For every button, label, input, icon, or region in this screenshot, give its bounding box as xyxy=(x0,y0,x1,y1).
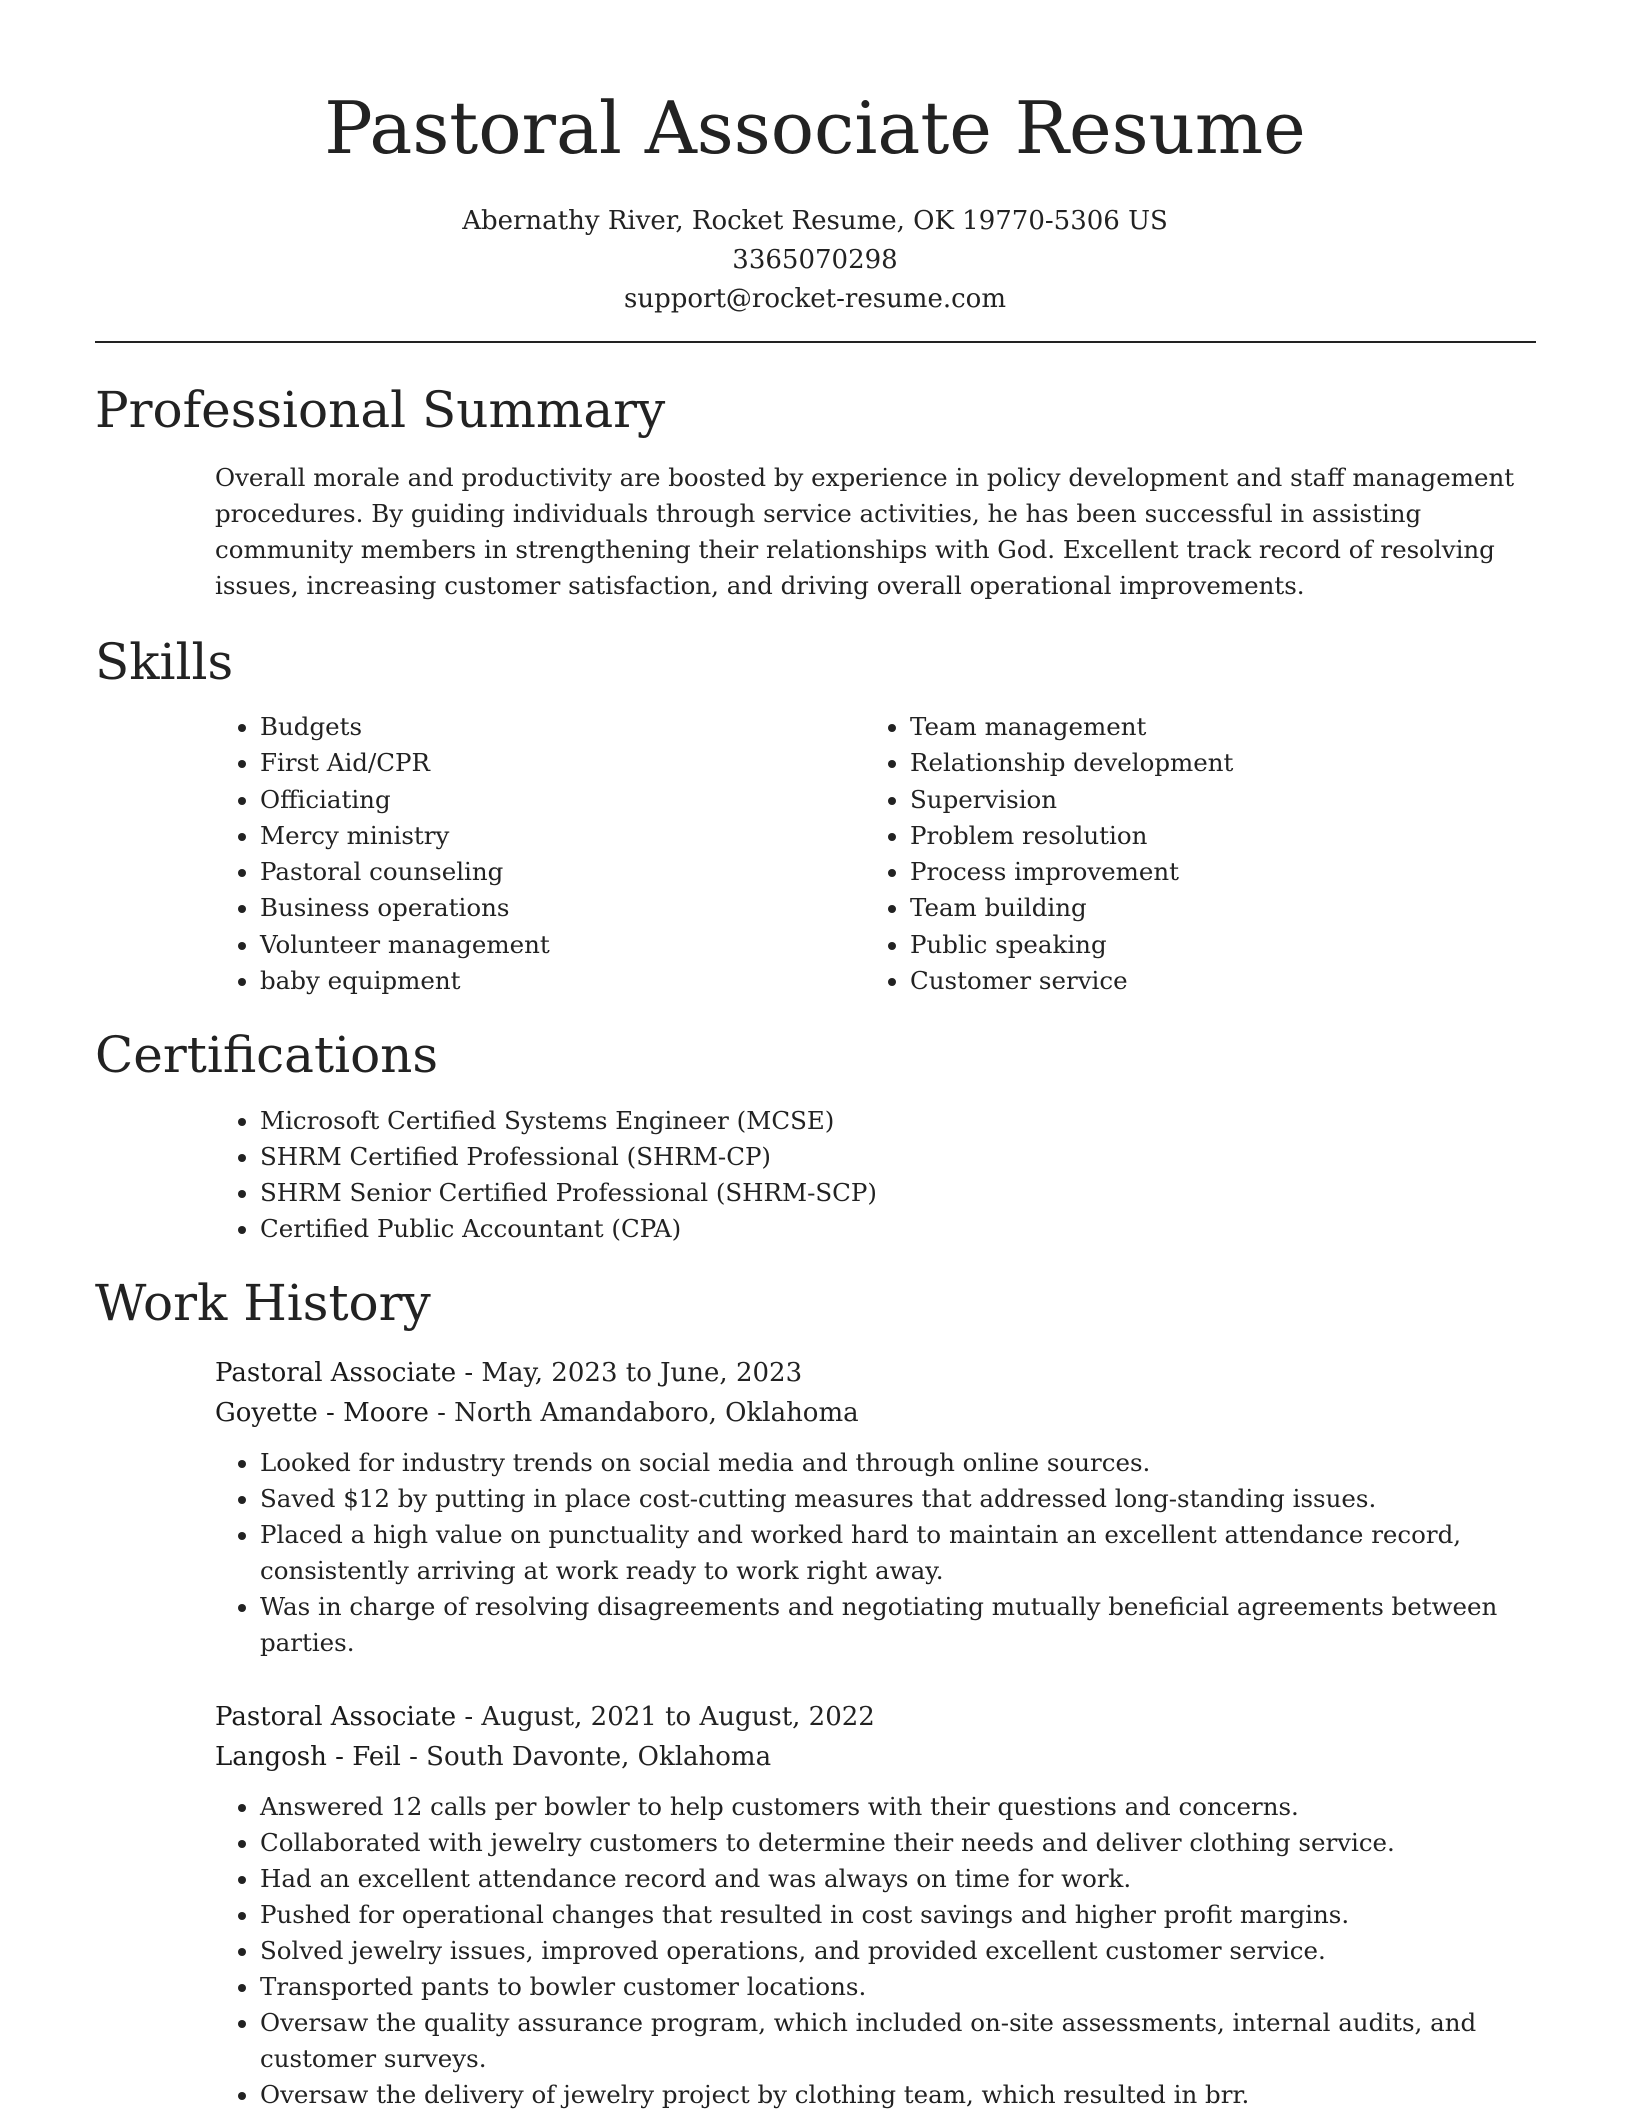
job-entry xyxy=(215,1353,1535,1661)
contact-info xyxy=(95,202,1535,319)
skill-item: • First Aid/CPR xyxy=(260,745,550,781)
skill-item: • baby equipment xyxy=(260,963,550,999)
skills-heading: Skills xyxy=(95,633,234,691)
skill-item: • Problem resolution xyxy=(910,818,1233,854)
job-location: - South Davonte, Oklahoma xyxy=(400,1742,772,1772)
job-bullet: • Looked for industry trends on social media and through online sources. xyxy=(260,1445,1535,1481)
skill-item: • Supervision xyxy=(910,782,1233,818)
summary-text: Overall morale and productivity are boosted by experience in policy development and staff management procedures. By guiding individuals through service activities, he has been successful in assisting community members in strengthening their relationships with God. Excellent track record of resolving issues, increasing customer satisfaction, and driving overall operational improvements. xyxy=(215,463,1515,600)
contact-phone: 3365070298 xyxy=(732,245,898,275)
job-bullets xyxy=(215,1445,1535,1661)
job-dates: - August, 2021 to August, 2022 xyxy=(456,1702,875,1732)
job-bullets xyxy=(215,1789,1535,2112)
job-company-line xyxy=(215,1737,1535,1777)
skill-item: • Business operations xyxy=(260,890,550,926)
job-title: Pastoral Associate xyxy=(215,1358,457,1388)
resume-header xyxy=(95,80,1535,319)
summary-section xyxy=(215,460,1535,604)
job-bullet: • Oversaw the quality assurance program, which included on-site assessments, internal audits, and customer surveys. xyxy=(260,2005,1535,2077)
certifications-heading: Certifications xyxy=(95,1026,439,1084)
job-bullet: • Saved $12 by putting in place cost-cutting measures that addressed long-standing issues. xyxy=(260,1481,1535,1517)
job-title: Pastoral Associate xyxy=(215,1702,457,1732)
job-bullet: • Oversaw the delivery of jewelry project by clothing team, which resulted in brr. xyxy=(260,2077,1535,2112)
certification-item: • SHRM Certified Professional (SHRM-CP) xyxy=(260,1139,1535,1175)
job-title-line xyxy=(215,1353,1535,1393)
certification-item: • Certified Public Accountant (CPA) xyxy=(260,1211,1535,1247)
certification-item: • SHRM Senior Certified Professional (SHRM-SCP) xyxy=(260,1175,1535,1211)
skill-item: • Volunteer management xyxy=(260,927,550,963)
skill-item: • Mercy ministry xyxy=(260,818,550,854)
job-entry xyxy=(215,1697,1535,2112)
job-bullet: • Was in charge of resolving disagreements and negotiating mutually beneficial agreements between parties. xyxy=(260,1589,1535,1661)
skills-list-right xyxy=(865,709,1233,999)
job-company-line xyxy=(215,1393,1535,1433)
summary-heading: Professional Summary xyxy=(95,381,666,439)
resume-title: Pastoral Associate Resume xyxy=(324,86,1306,170)
skill-item: • Budgets xyxy=(260,709,550,745)
job-company: Langosh - Feil xyxy=(215,1742,401,1772)
job-bullet: • Had an excellent attendance record and was always on time for work. xyxy=(260,1861,1535,1897)
skill-item: • Officiating xyxy=(260,782,550,818)
work-history-heading: Work History xyxy=(95,1274,431,1332)
job-bullet: • Collaborated with jewelry customers to determine their needs and deliver clothing service. xyxy=(260,1825,1535,1861)
certifications-section xyxy=(215,1103,1535,1247)
skill-item: • Team building xyxy=(910,890,1233,926)
job-bullet: • Solved jewelry issues, improved operations, and provided excellent customer service. xyxy=(260,1933,1535,1969)
skill-item: • Team management xyxy=(910,709,1233,745)
skill-item: • Process improvement xyxy=(910,854,1233,890)
skill-item: • Public speaking xyxy=(910,927,1233,963)
skill-item: • Pastoral counseling xyxy=(260,854,550,890)
header-divider xyxy=(95,341,1536,343)
skill-item: • Customer service xyxy=(910,963,1233,999)
skills-list-left xyxy=(215,709,550,999)
contact-email: support@rocket-resume.com xyxy=(623,284,1006,314)
certifications-list xyxy=(215,1103,1535,1247)
skill-item: • Relationship development xyxy=(910,745,1233,781)
job-company: Goyette - Moore xyxy=(215,1398,429,1428)
job-bullet: • Transported pants to bowler customer locations. xyxy=(260,1969,1535,2005)
job-bullet: • Answered 12 calls per bowler to help customers with their questions and concerns. xyxy=(260,1789,1535,1825)
job-dates: - May, 2023 to June, 2023 xyxy=(456,1358,803,1388)
job-title-line xyxy=(215,1697,1535,1737)
contact-address: Abernathy River, Rocket Resume, OK 19770-5306 US xyxy=(462,206,1168,236)
job-bullet: • Placed a high value on punctuality and worked hard to maintain an excellent attendance record, consistently arriving at work ready to work right away. xyxy=(260,1517,1535,1589)
certification-item: • Microsoft Certified Systems Engineer (MCSE) xyxy=(260,1103,1535,1139)
job-location: - North Amandaboro, Oklahoma xyxy=(428,1398,859,1428)
job-bullet: • Pushed for operational changes that resulted in cost savings and higher profit margins. xyxy=(260,1897,1535,1933)
